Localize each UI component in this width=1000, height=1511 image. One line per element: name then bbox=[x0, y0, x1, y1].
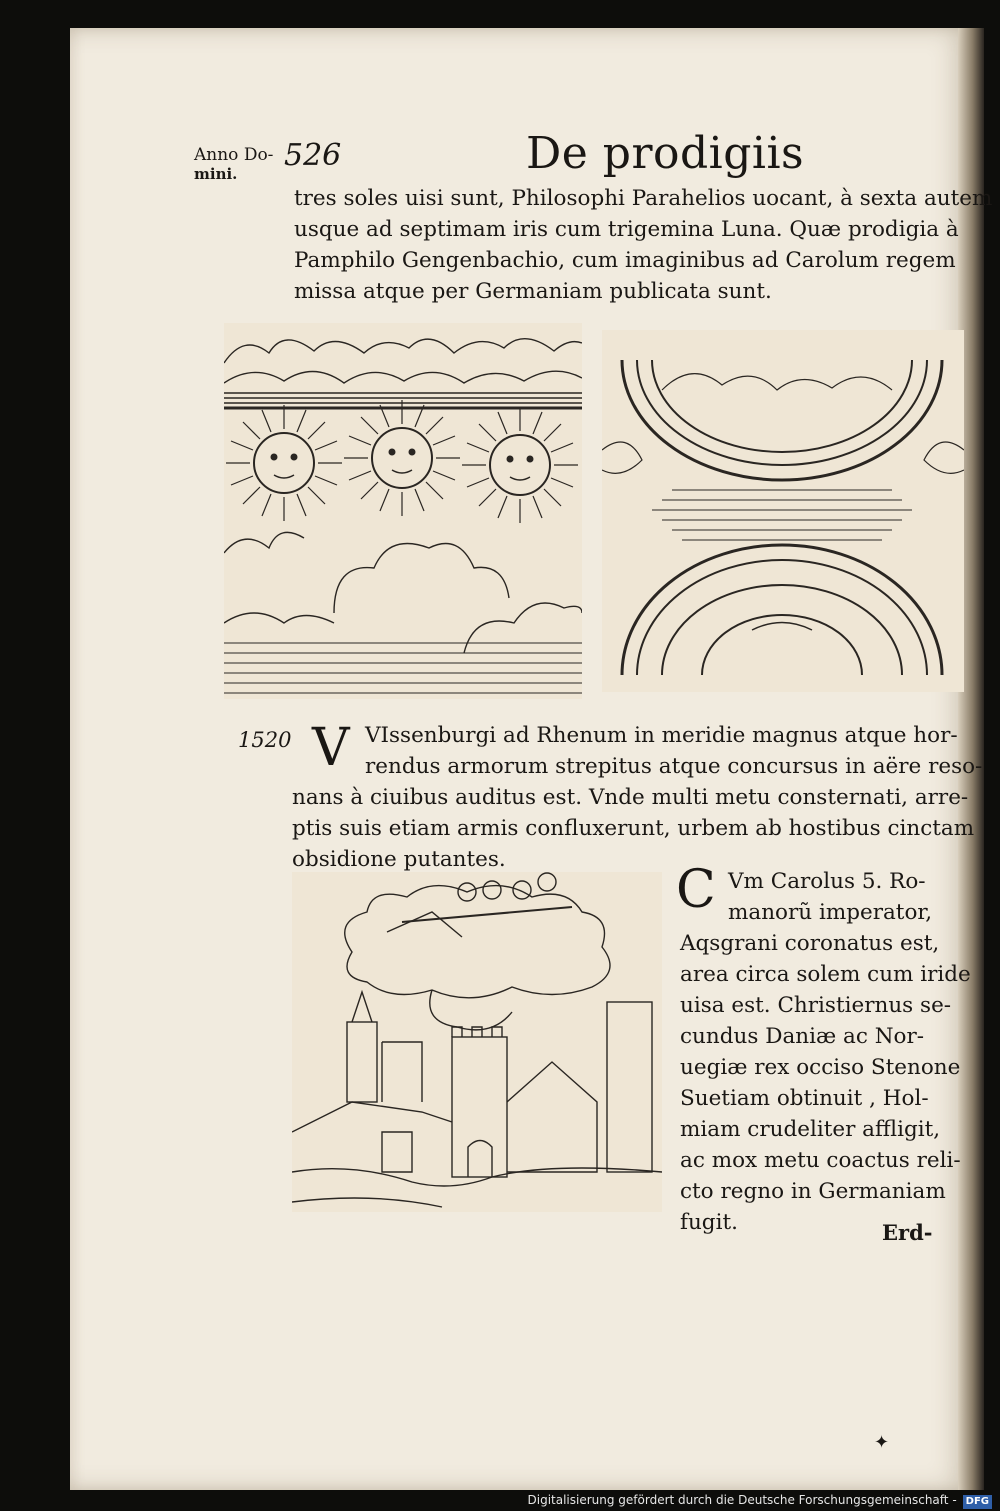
signature-mark-icon: ✦ bbox=[874, 1432, 890, 1453]
text-line: usque ad septimam iris cum trigemina Luna. Quæ prodigia à bbox=[294, 217, 959, 242]
running-head: De prodigiis bbox=[526, 128, 805, 179]
dropcap-v: V bbox=[312, 718, 350, 778]
text-line: missa atque per Germaniam publicata sunt. bbox=[294, 279, 772, 304]
page-number: 526 bbox=[284, 138, 342, 173]
text-line: uisa est. Christiernus se- bbox=[680, 993, 952, 1018]
text-line: Pamphilo Gengenbachio, cum imaginibus ad Carolum regem bbox=[294, 248, 956, 273]
text-line: VIssenburgi ad Rhenum in meridie magnus atque hor- bbox=[365, 723, 958, 748]
year-marker-1520: 1520 bbox=[238, 728, 292, 752]
paragraph-carolus bbox=[680, 928, 971, 1238]
footer-credit: Digitalisierung gefördert durch die Deutsche Forschungsgemeinschaft - bbox=[527, 1493, 957, 1507]
text-line: cto regno in Germaniam bbox=[680, 1179, 946, 1204]
woodcut-three-suns bbox=[224, 323, 582, 699]
text-line: obsidione putantes. bbox=[292, 847, 506, 872]
text-line: Aqsgrani coronatus est, bbox=[680, 931, 940, 956]
text-line: Suetiam obtinuit , Hol- bbox=[680, 1086, 929, 1111]
dfg-logo: DFG bbox=[963, 1495, 992, 1509]
dropcap-c: C bbox=[676, 860, 716, 920]
text-line: area circa solem cum iride bbox=[680, 962, 971, 987]
digitization-footer bbox=[0, 1490, 1000, 1511]
text-line: fugit. bbox=[680, 1210, 738, 1235]
catchword: Erd- bbox=[882, 1220, 933, 1245]
margin-annotation-line: mini. bbox=[194, 165, 238, 183]
paragraph-carolus-indented bbox=[728, 866, 932, 928]
margin-annotation-line: Anno Do- bbox=[194, 145, 274, 165]
text-line: nans à ciuibus auditus est. Vnde multi metu consternati, arre- bbox=[292, 785, 969, 810]
text-line: uegiæ rex occiso Stenone bbox=[680, 1055, 961, 1080]
text-line: manorũ imperator, bbox=[728, 900, 933, 925]
paragraph-parahelios bbox=[294, 183, 992, 307]
woodcut-town-with-riders bbox=[292, 872, 662, 1212]
text-line: rendus armorum strepitus atque concursus in aëre reso- bbox=[365, 754, 983, 779]
text-line: tres soles uisi sunt, Philosophi Parahelios uocant, à sexta autem bbox=[294, 186, 993, 211]
margin-annotation bbox=[194, 146, 273, 184]
text-line: ptis suis etiam armis confluxerunt, urbem ab hostibus cinctam bbox=[292, 816, 975, 841]
paragraph-vissenburgi-indented bbox=[365, 720, 982, 782]
text-line: Vm Carolus 5. Ro- bbox=[728, 869, 926, 894]
text-line: miam crudeliter affligit, bbox=[680, 1117, 941, 1142]
paragraph-vissenburgi bbox=[292, 782, 974, 875]
woodcut-iris-and-moon bbox=[602, 330, 964, 692]
text-line: ac mox metu coactus reli- bbox=[680, 1148, 961, 1173]
text-line: cundus Daniæ ac Nor- bbox=[680, 1024, 925, 1049]
